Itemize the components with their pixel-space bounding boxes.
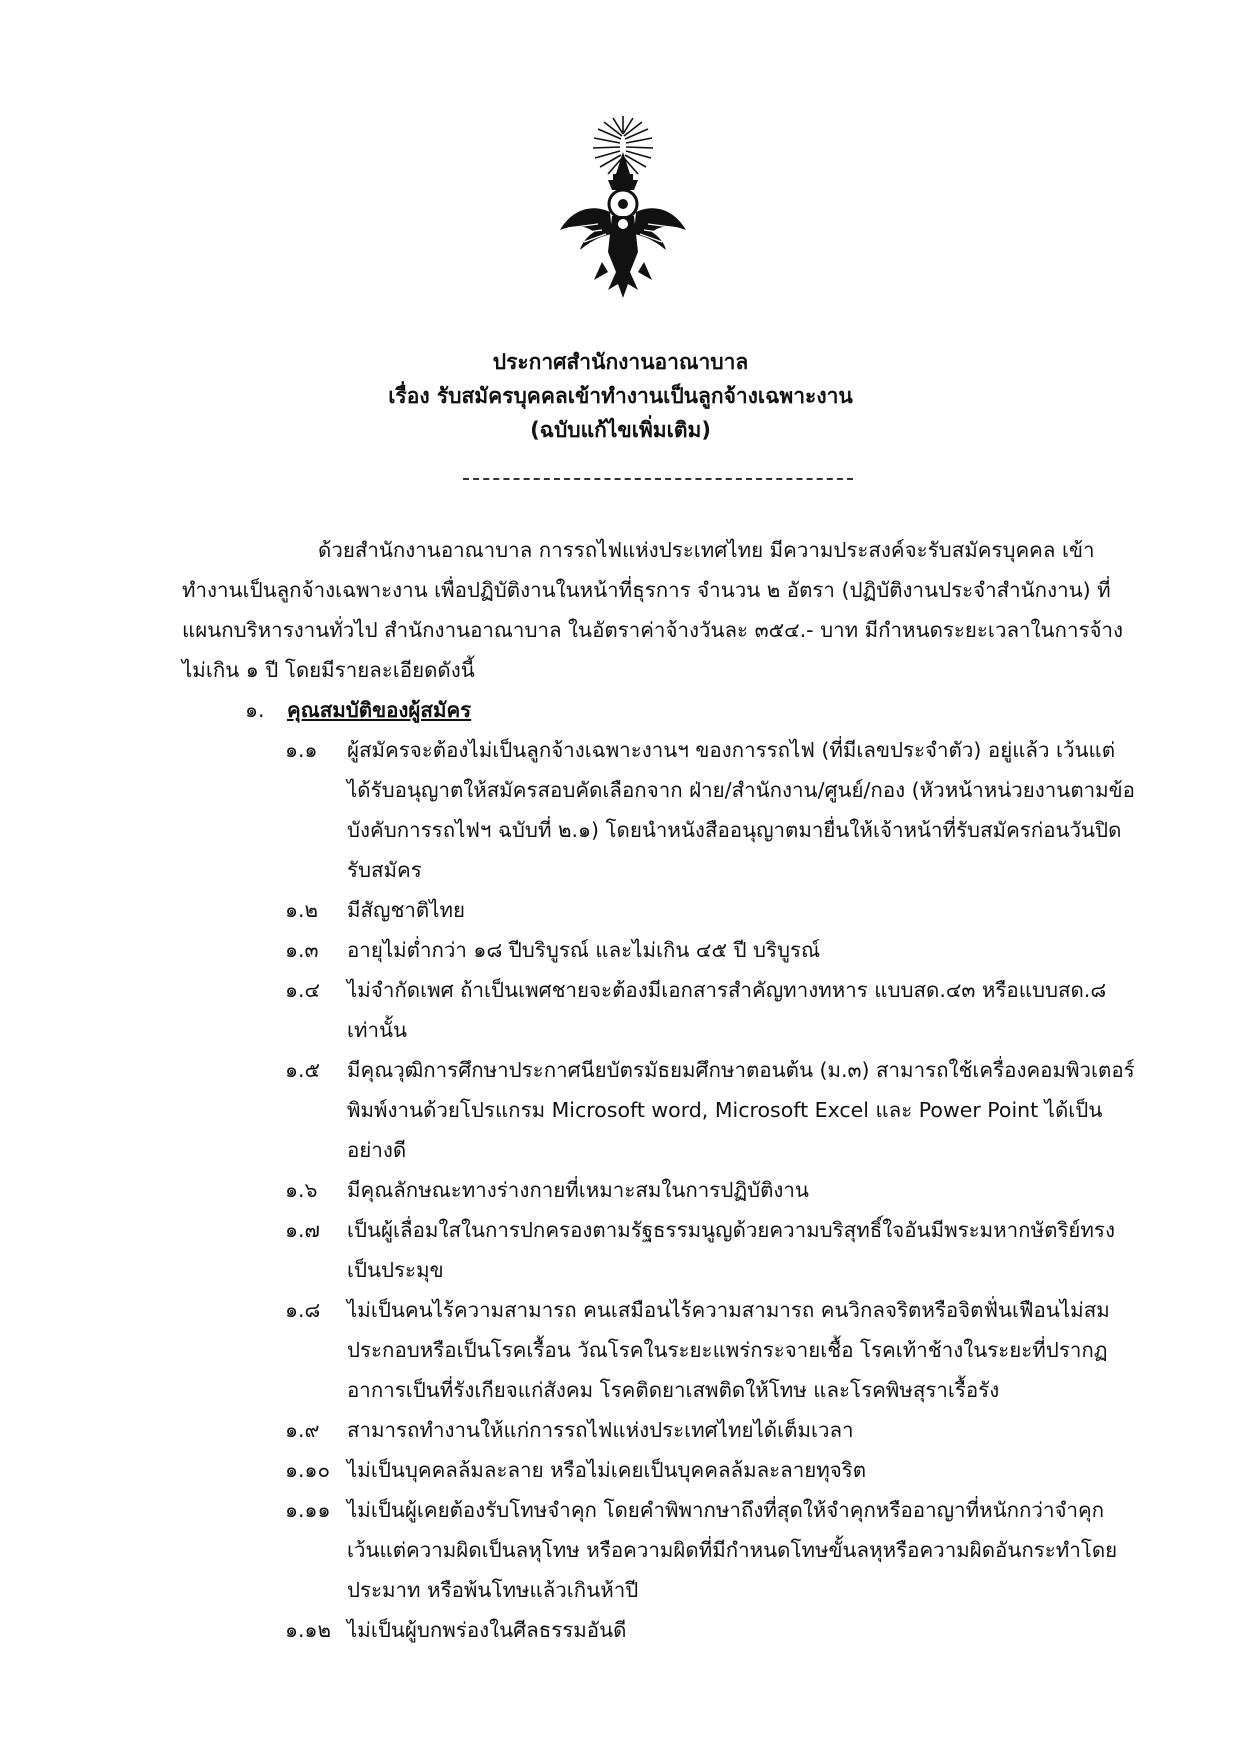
announcement-issuer: ประกาศสำนักงานอาณาบาล: [492, 350, 749, 374]
announcement-subject: เรื่อง รับสมัครบุคคลเข้าทำงานเป็นลูกจ้างเฉพาะงาน: [388, 384, 853, 408]
item-number: ๑.๖: [285, 1178, 318, 1202]
srt-garuda-emblem-icon: [558, 112, 688, 302]
item-text: มีคุณวุฒิการศึกษาประกาศนียบัตรมัธยมศึกษาตอนต้น (ม.๓) สามารถใช้เครื่องคอมพิวเตอร์พิมพ์งานด้วยโปรแกรม Microsoft word, Microsoft Excel และ Power Point ได้เป็นอย่างดี: [347, 1058, 1135, 1162]
list-item: [285, 1170, 1135, 1210]
item-number: ๑.๑๐: [285, 1458, 331, 1482]
item-text: ไม่เป็นบุคคลล้มละลาย หรือไม่เคยเป็นบุคคลล้มละลายทุจริต: [347, 1458, 867, 1482]
section-number: ๑.: [245, 698, 265, 722]
item-number: ๑.๒: [285, 898, 319, 922]
item-number: ๑.๙: [285, 1418, 320, 1442]
list-item: [285, 1290, 1135, 1410]
item-text: ไม่เป็นผู้บกพร่องในศีลธรรมอันดี: [347, 1618, 627, 1642]
list-item: [285, 1050, 1135, 1170]
list-item: [285, 1210, 1135, 1290]
item-number: ๑.๗: [285, 1218, 320, 1242]
list-item: [285, 1410, 1135, 1450]
title-divider: [463, 478, 853, 480]
list-item: [285, 890, 1135, 930]
section-1-heading: [245, 690, 471, 730]
qualification-list: [285, 730, 1135, 1650]
item-number: ๑.๕: [285, 1058, 321, 1082]
item-number: ๑.๓: [285, 938, 319, 962]
item-text: ผู้สมัครจะต้องไม่เป็นลูกจ้างเฉพาะงานฯ ของการรถไฟ (ที่มีเลขประจำตัว) อยู่แล้ว เว้นแต่ได้รับอนุญาตให้สมัครสอบคัดเลือกจาก ฝ่าย/สำนักงาน/ศูนย์/กอง (หัวหน้าหน่วยงานตามข้อบังคับการรถไฟฯ ฉบับที่ ๒.๑) โดยนำหนังสืออนุญาตมายื่นให้เจ้าหน้าที่รับสมัครก่อนวันปิดรับสมัคร: [347, 738, 1135, 882]
item-number: ๑.๔: [285, 978, 321, 1002]
list-item: [285, 930, 1135, 970]
item-number: ๑.๑๒: [285, 1618, 332, 1642]
list-item: [285, 1450, 1135, 1490]
list-item: [285, 970, 1135, 1050]
item-number: ๑.๑: [285, 738, 318, 762]
list-item: [285, 1610, 1135, 1650]
announcement-title-block: [0, 345, 1241, 447]
item-text: ไม่จำกัดเพศ ถ้าเป็นเพศชายจะต้องมีเอกสารสำคัญทางทหาร แบบสด.๔๓ หรือแบบสด.๘ เท่านั้น: [347, 978, 1107, 1042]
item-number: ๑.๑๑: [285, 1498, 331, 1522]
announcement-edition: (ฉบับแก้ไขเพิ่มเติม): [530, 418, 711, 442]
item-text: มีคุณลักษณะทางร่างกายที่เหมาะสมในการปฏิบัติงาน: [347, 1178, 809, 1202]
item-text: เป็นผู้เลื่อมใสในการปกครองตามรัฐธรรมนูญด้วยความบริสุทธิ์ใจอันมีพระมหากษัตริย์ทรงเป็นประมุข: [347, 1218, 1115, 1282]
intro-paragraph: [182, 530, 1132, 690]
intro-text: ด้วยสำนักงานอาณาบาล การรถไฟแห่งประเทศไทย มีความประสงค์จะรับสมัครบุคคล เข้าทำงานเป็นลูกจ้างเฉพาะงาน เพื่อปฏิบัติงานในหน้าที่ธุรการ จำนวน ๒ อัตรา (ปฏิบัติงานประจำสำนักงาน) ที่แผนกบริหารงานทั่วไป สำนักงานอาณาบาล ในอัตราค่าจ้างวันละ ๓๕๔.- บาท มีกำหนดระยะเวลาในการจ้างไม่เกิน ๑ ปี โดยมีรายละเอียดดังนี้: [182, 538, 1124, 682]
item-text: อายุไม่ต่ำกว่า ๑๘ ปีบริบูรณ์ และไม่เกิน ๔๕ ปี บริบูรณ์: [347, 938, 821, 962]
item-text: มีสัญชาติไทย: [347, 898, 466, 922]
list-item: [285, 1490, 1135, 1610]
section-title: คุณสมบัติของผู้สมัคร: [287, 698, 472, 722]
item-text: ไม่เป็นคนไร้ความสามารถ คนเสมือนไร้ความสามารถ คนวิกลจริตหรือจิตฟั่นเฟือนไม่สมประกอบหรือเป็นโรคเรื้อน วัณโรคในระยะแพร่กระจายเชื้อ โรคเท้าช้างในระยะที่ปรากฏอาการเป็นที่รังเกียจแก่สังคม โรคติดยาเสพติดให้โทษ และโรคพิษสุราเรื้อรัง: [347, 1298, 1110, 1402]
item-number: ๑.๘: [285, 1298, 321, 1322]
list-item: [285, 730, 1135, 890]
item-text: ไม่เป็นผู้เคยต้องรับโทษจำคุก โดยคำพิพากษาถึงที่สุดให้จำคุกหรืออาญาที่หนักกว่าจำคุก เว้นแต่ความผิดเป็นลหุโทษ หรือความผิดที่มีกำหนดโทษขั้นลหุหรือความผิดอันกระทำโดยประมาท หรือพ้นโทษแล้วเกินห้าปี: [347, 1498, 1118, 1602]
item-text: สามารถทำงานให้แก่การรถไฟแห่งประเทศไทยได้เต็มเวลา: [347, 1418, 854, 1442]
